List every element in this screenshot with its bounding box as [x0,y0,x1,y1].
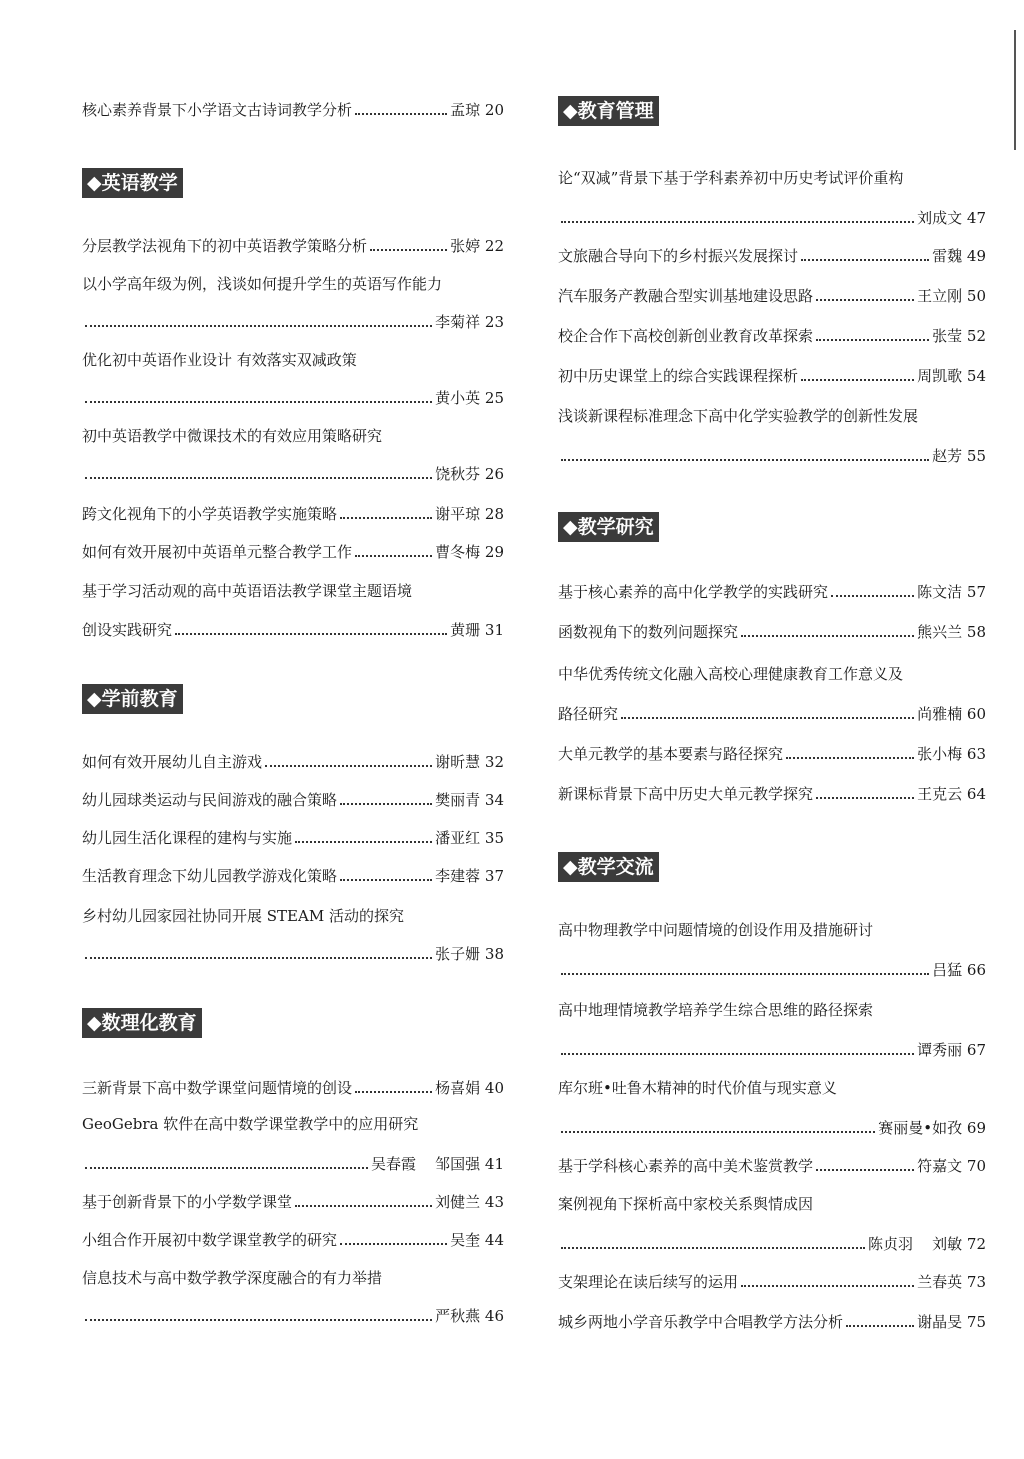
author-page [917,582,986,602]
author-page [435,828,504,848]
toc-author: 张子姗 [435,945,481,963]
author-page [917,1312,986,1332]
author-page [917,286,986,306]
toc-page-number: 28 [484,505,504,523]
dot-leader [295,841,432,843]
author-page [917,704,986,724]
author-page [435,944,504,964]
toc-author: 孟琼 [450,101,481,119]
dot-leader [85,957,432,959]
author-page [917,1040,986,1060]
toc-page-number: 57 [966,583,986,601]
toc-entry [558,1268,986,1292]
toc-title-line [82,346,504,370]
dot-leader [561,1131,875,1133]
toc-continuation [82,1150,504,1174]
toc-page-number: 41 [484,1155,504,1173]
toc-author: 李建蓉 [435,867,481,885]
toc-author: 周凯歌 [917,367,963,385]
author-page [435,388,504,408]
toc-entry [558,362,986,386]
toc-author: 黄小英 [435,389,481,407]
toc-page-number: 23 [484,313,504,331]
toc-title: 论“双减”背景下基于学科素养初中历史考试评价重构 [558,169,904,187]
author-page [932,246,986,266]
toc-continuation [558,1036,986,1060]
toc-author: 刘健兰 [435,1193,481,1211]
toc-continuation [558,442,986,466]
toc-entry [558,618,986,642]
toc-title-line [558,916,986,940]
toc-page-number: 46 [484,1307,504,1325]
dot-leader [355,1091,432,1093]
toc-title-line [558,164,986,188]
toc-page-number: 25 [484,389,504,407]
toc-author: 尚雅楠 [917,705,963,723]
toc-title-line [82,422,504,446]
toc-entry [82,786,504,810]
toc-page-number: 55 [966,447,986,465]
toc-page-number: 26 [484,465,504,483]
toc-entry [558,578,986,602]
toc-author: 杨喜娟 [435,1079,481,1097]
section-header: ◆英语教学 [82,168,183,198]
toc-title: 汽车服务产教融合型实训基地建设思路 [558,287,814,305]
toc-page-number: 38 [484,945,504,963]
toc-author: 曹冬梅 [435,543,481,561]
toc-author: 赛丽曼•如孜 [878,1119,963,1137]
section-header: ◆学前教育 [82,684,183,714]
toc-page-number: 47 [966,209,986,227]
toc-title: 核心素养背景下小学语文古诗词教学分析 [82,101,353,119]
toc-author: 张莹 [932,327,963,345]
toc-title: 小组合作开展初中数学课堂教学的研究 [82,1231,338,1249]
toc-page-number: 29 [484,543,504,561]
toc-title: 幼儿园球类运动与民间游戏的融合策略 [82,791,338,809]
author-page [450,1230,504,1250]
author-page [435,790,504,810]
toc-title: 优化初中英语作业设计 有效落实双减政策 [82,351,357,369]
toc-page-number: 70 [966,1157,986,1175]
toc-author: 张小梅 [917,745,963,763]
toc-entry [558,700,986,724]
toc-continuation [82,940,504,964]
toc-author: 吴春霞 邹国强 [371,1155,481,1173]
toc-continuation [558,1114,986,1138]
toc-page-number: 54 [966,367,986,385]
toc-page-number: 58 [966,623,986,641]
toc-author: 王立刚 [917,287,963,305]
dot-leader [175,633,447,635]
author-page [450,100,504,120]
toc-author: 饶秋芬 [435,465,481,483]
toc-title-line [82,577,504,601]
toc-page-number: 22 [484,237,504,255]
dot-leader [340,879,432,881]
toc-author: 谢昕慧 [435,753,481,771]
toc-author: 严秋燕 [435,1307,481,1325]
author-page [435,752,504,772]
toc-author: 兰春英 [917,1273,963,1291]
toc-entry [558,282,986,306]
author-page [435,1192,504,1212]
dot-leader [265,765,432,767]
toc-continuation [82,308,504,332]
dot-leader [561,459,929,461]
toc-entry [82,748,504,772]
author-page [917,208,986,228]
author-page [435,312,504,332]
toc-title: 幼儿园生活化课程的建构与实施 [82,829,293,847]
toc-page-number: 34 [484,791,504,809]
toc-title: 初中历史课堂上的综合实践课程探析 [558,367,799,385]
toc-title-line [558,1190,986,1214]
toc-title: 高中物理教学中问题情境的创设作用及措施研讨 [558,921,874,939]
toc-title-line [82,270,504,294]
toc-page-number: 63 [966,745,986,763]
toc-title: 基于学科核心素养的高中美术鉴赏教学 [558,1157,814,1175]
author-page [932,960,986,980]
dot-leader [801,259,929,261]
toc-title: 跨文化视角下的小学英语教学实施策略 [82,505,338,523]
toc-author: 吴奎 [450,1231,481,1249]
toc-title: 大单元教学的基本要素与路径探究 [558,745,784,763]
toc-page-number: 66 [966,961,986,979]
toc-title: 函数视角下的数列问题探究 [558,623,739,641]
toc-author: 雷魏 [932,247,963,265]
toc-page-number: 49 [966,247,986,265]
toc-page-number: 52 [966,327,986,345]
toc-title-line [82,1110,504,1134]
toc-title: GeoGebra 软件在高中数学课堂教学中的应用研究 [82,1115,419,1133]
toc-entry [558,740,986,764]
toc-entry [82,538,504,562]
toc-title: 库尔班•吐鲁木精神的时代价值与现实意义 [558,1079,837,1097]
dot-leader [340,803,432,805]
author-page [450,236,504,256]
toc-entry [82,1188,504,1212]
toc-title: 校企合作下高校创新创业教育改革探索 [558,327,814,345]
author-page [371,1154,504,1174]
toc-title: 中华优秀传统文化融入高校心理健康教育工作意义及 [558,665,904,683]
toc-page-number: 35 [484,829,504,847]
author-page [450,620,504,640]
toc-page-number: 40 [484,1079,504,1097]
dot-leader [85,1319,432,1321]
toc-title: 分层教学法视角下的初中英语教学策略分析 [82,237,368,255]
toc-title: 以小学高年级为例，浅谈如何提升学生的英语写作能力 [82,275,443,293]
dot-leader [816,339,929,341]
toc-author: 谭秀丽 [917,1041,963,1059]
toc-entry [558,1308,986,1332]
toc-entry [82,96,504,120]
dot-leader [846,1325,914,1327]
toc-title: 城乡两地小学音乐教学中合唱教学方法分析 [558,1313,844,1331]
toc-continuation [558,956,986,980]
toc-author: 符嘉文 [917,1157,963,1175]
toc-page-number: 67 [966,1041,986,1059]
toc-entry [82,862,504,886]
toc-entry [82,1226,504,1250]
toc-title: 文旅融合导向下的乡村振兴发展探讨 [558,247,799,265]
toc-page-number: 31 [484,621,504,639]
page-edge-mark [1014,30,1016,150]
dot-leader [816,797,914,799]
section-header: ◆教学研究 [558,512,659,542]
toc-title: 信息技术与高中数学教学深度融合的有力举措 [82,1269,383,1287]
dot-leader [741,635,914,637]
toc-author: 樊丽青 [435,791,481,809]
toc-title-line [558,1074,986,1098]
toc-title: 支架理论在读后续写的运用 [558,1273,739,1291]
toc-continuation [82,1302,504,1326]
toc-title-line [82,1264,504,1288]
toc-page-number: 44 [484,1231,504,1249]
toc-author: 谢平琼 [435,505,481,523]
toc-author: 潘亚红 [435,829,481,847]
dot-leader [85,477,432,479]
dot-leader [786,757,914,759]
dot-leader [621,717,914,719]
toc-title: 乡村幼儿园家园社协同开展 STEAM 活动的探究 [82,907,404,925]
toc-author: 李菊祥 [435,313,481,331]
section-header: ◆教育管理 [558,96,659,126]
toc-author: 吕猛 [932,961,963,979]
toc-title: 基于创新背景下的小学数学课堂 [82,1193,293,1211]
toc-continuation [558,204,986,228]
author-page [435,1078,504,1098]
toc-page-number: 60 [966,705,986,723]
toc-entry [82,616,504,640]
toc-title: 案例视角下探析高中家校关系舆情成因 [558,1195,814,1213]
dot-leader [561,1247,865,1249]
toc-title-line [558,660,986,684]
toc-author: 刘成文 [917,209,963,227]
author-page [932,326,986,346]
dot-leader [340,1243,447,1245]
author-page [435,542,504,562]
dot-leader [355,113,447,115]
toc-title: 新课标背景下高中历史大单元教学探究 [558,785,814,803]
toc-page-number: 37 [484,867,504,885]
author-page [435,1306,504,1326]
toc-page-number: 64 [966,785,986,803]
section-header: ◆数理化教育 [82,1008,202,1038]
toc-title-line [558,402,986,426]
toc-page-number: 72 [966,1235,986,1253]
dot-leader [295,1205,432,1207]
dot-leader [340,517,432,519]
toc-entry [558,322,986,346]
author-page [878,1118,986,1138]
toc-title-line [82,902,504,926]
toc-page-number: 75 [966,1313,986,1331]
toc-author: 陈贞羽 刘敏 [868,1235,963,1253]
toc-title: 创设实践研究 [82,621,173,639]
toc-entry [558,780,986,804]
dot-leader [561,1053,914,1055]
author-page [917,622,986,642]
toc-continuation [82,460,504,484]
dot-leader [370,249,447,251]
toc-entry [82,1074,504,1098]
dot-leader [816,1169,914,1171]
toc-entry [82,500,504,524]
dot-leader [831,595,914,597]
toc-author: 谢晶旻 [917,1313,963,1331]
toc-author: 张婷 [450,237,481,255]
toc-continuation [558,1230,986,1254]
toc-title: 浅谈新课程标准理念下高中化学实验教学的创新性发展 [558,407,919,425]
toc-title-line [558,996,986,1020]
author-page [917,366,986,386]
dot-leader [561,221,914,223]
toc-title: 生活教育理念下幼儿园教学游戏化策略 [82,867,338,885]
toc-continuation [82,384,504,408]
dot-leader [85,325,432,327]
author-page [435,866,504,886]
toc-entry [82,232,504,256]
dot-leader [85,401,432,403]
toc-title: 基于学习活动观的高中英语语法教学课堂主题语境 [82,582,413,600]
toc-author: 熊兴兰 [917,623,963,641]
toc-page-number: 43 [484,1193,504,1211]
author-page [917,1272,986,1292]
author-page [435,464,504,484]
author-page [917,784,986,804]
toc-title: 高中地理情境教学培养学生综合思维的路径探索 [558,1001,874,1019]
toc-author: 黄珊 [450,621,481,639]
toc-page-number: 32 [484,753,504,771]
dot-leader [816,299,914,301]
toc-title: 三新背景下高中数学课堂问题情境的创设 [82,1079,353,1097]
section-header: ◆教学交流 [558,852,659,882]
toc-page-number: 50 [966,287,986,305]
toc-author: 陈文洁 [917,583,963,601]
author-page [917,1156,986,1176]
author-page [868,1234,986,1254]
toc-page-number: 20 [484,101,504,119]
author-page [932,446,986,466]
toc-title: 如何有效开展幼儿自主游戏 [82,753,263,771]
dot-leader [741,1285,914,1287]
toc-title: 初中英语教学中微课技术的有效应用策略研究 [82,427,383,445]
dot-leader [85,1167,368,1169]
author-page [435,504,504,524]
dot-leader [801,379,914,381]
toc-entry [558,242,986,266]
toc-title: 如何有效开展初中英语单元整合教学工作 [82,543,353,561]
toc-author: 赵芳 [932,447,963,465]
toc-entry [82,824,504,848]
toc-entry [558,1152,986,1176]
dot-leader [561,973,929,975]
toc-author: 王克云 [917,785,963,803]
toc-page-number: 69 [966,1119,986,1137]
toc-title: 路径研究 [558,705,619,723]
toc-title: 基于核心素养的高中化学教学的实践研究 [558,583,829,601]
author-page [917,744,986,764]
dot-leader [355,555,432,557]
toc-page-number: 73 [966,1273,986,1291]
